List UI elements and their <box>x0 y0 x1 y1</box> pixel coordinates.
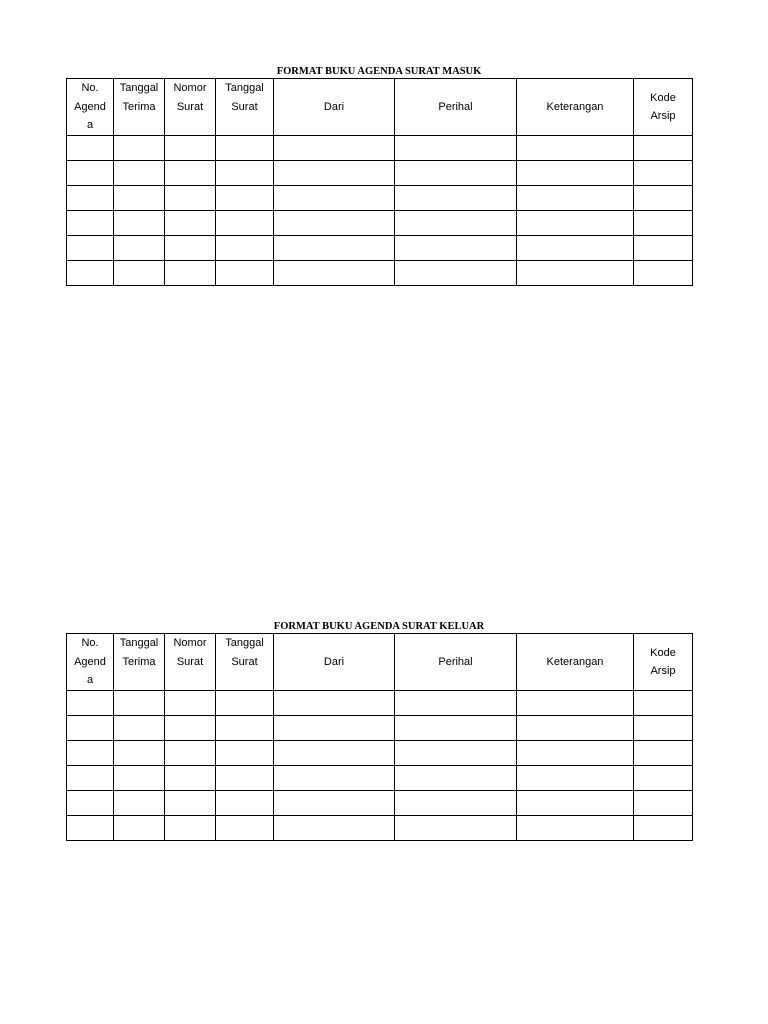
column-header-line: Agend <box>74 655 106 668</box>
column-header-line: Tanggal <box>119 82 159 94</box>
table-cell[interactable] <box>216 716 274 741</box>
table-row <box>67 211 693 236</box>
table-cell[interactable] <box>517 186 634 211</box>
table-cell[interactable] <box>165 816 216 841</box>
table-cell[interactable] <box>634 716 693 741</box>
table-cell[interactable] <box>165 691 216 716</box>
column-header-line: Terima <box>122 100 156 113</box>
table-cell[interactable] <box>634 741 693 766</box>
column-header <box>165 79 216 136</box>
table-cell[interactable] <box>274 161 395 186</box>
table-cell[interactable] <box>274 766 395 791</box>
table-cell[interactable] <box>395 766 517 791</box>
column-header <box>216 79 274 136</box>
table-cell[interactable] <box>67 816 114 841</box>
column-header <box>67 634 114 691</box>
table-cell[interactable] <box>395 186 517 211</box>
table-cell[interactable] <box>67 741 114 766</box>
table-cell[interactable] <box>216 161 274 186</box>
table-cell[interactable] <box>395 716 517 741</box>
column-header-line: Perihal <box>438 655 473 668</box>
table-cell[interactable] <box>274 691 395 716</box>
table-cell[interactable] <box>395 691 517 716</box>
table-cell[interactable] <box>114 136 165 161</box>
table-cell[interactable] <box>634 691 693 716</box>
table-cell[interactable] <box>634 136 693 161</box>
table-cell[interactable] <box>165 741 216 766</box>
table-cell[interactable] <box>274 261 395 286</box>
table-body <box>67 136 693 286</box>
table-cell[interactable] <box>517 261 634 286</box>
table-cell[interactable] <box>274 791 395 816</box>
column-header <box>67 79 114 136</box>
table-cell[interactable] <box>67 211 114 236</box>
column-header <box>274 79 395 136</box>
column-header-line: Tanggal <box>119 637 159 649</box>
table-cell[interactable] <box>634 161 693 186</box>
table-cell[interactable] <box>114 186 165 211</box>
table-cell[interactable] <box>216 766 274 791</box>
column-header-line: Tanggal <box>225 637 264 649</box>
table-cell[interactable] <box>114 766 165 791</box>
table-cell[interactable] <box>114 741 165 766</box>
table-cell[interactable] <box>274 236 395 261</box>
table-cell[interactable] <box>216 211 274 236</box>
table-row <box>67 136 693 161</box>
header-row <box>67 79 693 136</box>
column-header <box>216 634 274 691</box>
column-header-line: Arsip <box>650 665 676 677</box>
table-cell[interactable] <box>517 691 634 716</box>
table-cell[interactable] <box>274 136 395 161</box>
table-cell[interactable] <box>216 236 274 261</box>
header-row <box>67 634 693 691</box>
agenda-surat-masuk-section <box>66 65 692 286</box>
column-header <box>395 79 517 136</box>
column-header-line: No. <box>81 637 99 649</box>
agenda-table <box>66 78 693 286</box>
table-cell[interactable] <box>114 791 165 816</box>
column-header-line: Surat <box>231 100 258 113</box>
column-header-line: a <box>86 119 94 131</box>
table-row <box>67 186 693 211</box>
column-header <box>517 634 634 691</box>
table-cell[interactable] <box>395 816 517 841</box>
column-header-line: Dari <box>323 100 345 113</box>
table-cell[interactable] <box>216 741 274 766</box>
table-cell[interactable] <box>634 211 693 236</box>
column-header <box>634 79 693 136</box>
column-header-line: a <box>86 674 94 686</box>
table-cell[interactable] <box>216 186 274 211</box>
table-cell[interactable] <box>274 716 395 741</box>
table-cell[interactable] <box>634 791 693 816</box>
table-cell[interactable] <box>165 211 216 236</box>
table-cell[interactable] <box>67 236 114 261</box>
column-header <box>395 634 517 691</box>
column-header-line: Tanggal <box>225 82 264 94</box>
column-header-line: Surat <box>176 100 204 113</box>
column-header <box>517 79 634 136</box>
table-cell[interactable] <box>634 816 693 841</box>
table-cell[interactable] <box>67 791 114 816</box>
table-cell[interactable] <box>165 186 216 211</box>
table-row <box>67 691 693 716</box>
table-cell[interactable] <box>274 816 395 841</box>
column-header-line: Keterangan <box>546 655 604 668</box>
table-cell[interactable] <box>216 691 274 716</box>
table-cell[interactable] <box>165 161 216 186</box>
column-header <box>165 634 216 691</box>
table-title: FORMAT BUKU AGENDA SURAT MASUK <box>276 66 482 77</box>
table-cell[interactable] <box>634 766 693 791</box>
column-header-line: Terima <box>122 655 156 668</box>
table-cell[interactable] <box>634 186 693 211</box>
table-cell[interactable] <box>517 211 634 236</box>
table-cell[interactable] <box>517 816 634 841</box>
table-cell[interactable] <box>216 791 274 816</box>
table-row <box>67 791 693 816</box>
table-cell[interactable] <box>274 741 395 766</box>
column-header-line: Kode <box>650 646 676 659</box>
table-cell[interactable] <box>114 261 165 286</box>
table-row <box>67 766 693 791</box>
column-header-line: Agend <box>74 100 106 113</box>
table-cell[interactable] <box>114 236 165 261</box>
column-header <box>274 634 395 691</box>
column-header <box>634 634 693 691</box>
table-cell[interactable] <box>216 261 274 286</box>
table-cell[interactable] <box>395 791 517 816</box>
table-cell[interactable] <box>67 136 114 161</box>
table-cell[interactable] <box>517 136 634 161</box>
table-cell[interactable] <box>67 766 114 791</box>
table-cell[interactable] <box>395 161 517 186</box>
column-header-line: Dari <box>323 655 345 668</box>
table-cell[interactable] <box>165 791 216 816</box>
agenda-table <box>66 633 693 841</box>
table-body <box>67 691 693 841</box>
table-cell[interactable] <box>216 816 274 841</box>
column-header <box>114 79 165 136</box>
column-header-line: Nomor <box>173 82 207 94</box>
table-cell[interactable] <box>165 236 216 261</box>
table-cell[interactable] <box>395 261 517 286</box>
column-header-line: Keterangan <box>546 100 604 113</box>
table-cell[interactable] <box>517 236 634 261</box>
table-cell[interactable] <box>165 136 216 161</box>
column-header-line: No. <box>81 82 99 94</box>
table-cell[interactable] <box>517 766 634 791</box>
table-cell[interactable] <box>517 716 634 741</box>
table-row <box>67 716 693 741</box>
column-header-line: Surat <box>231 655 258 668</box>
table-row <box>67 741 693 766</box>
table-cell[interactable] <box>165 261 216 286</box>
table-row <box>67 261 693 286</box>
table-cell[interactable] <box>67 186 114 211</box>
column-header-line: Kode <box>650 91 676 104</box>
column-header-line: Arsip <box>650 110 676 122</box>
table-cell[interactable] <box>395 236 517 261</box>
table-cell[interactable] <box>634 261 693 286</box>
table-cell[interactable] <box>165 716 216 741</box>
column-header-line: Surat <box>176 655 204 668</box>
table-cell[interactable] <box>114 716 165 741</box>
table-cell[interactable] <box>114 161 165 186</box>
table-cell[interactable] <box>274 211 395 236</box>
column-header <box>114 634 165 691</box>
table-cell[interactable] <box>517 741 634 766</box>
table-cell[interactable] <box>517 161 634 186</box>
table-cell[interactable] <box>517 791 634 816</box>
agenda-surat-keluar-section <box>66 620 692 841</box>
table-cell[interactable] <box>114 816 165 841</box>
table-cell[interactable] <box>67 261 114 286</box>
table-cell[interactable] <box>67 691 114 716</box>
table-cell[interactable] <box>67 716 114 741</box>
table-row <box>67 816 693 841</box>
table-cell[interactable] <box>395 741 517 766</box>
table-row <box>67 236 693 261</box>
table-cell[interactable] <box>216 136 274 161</box>
table-title: FORMAT BUKU AGENDA SURAT KELUAR <box>273 621 485 632</box>
table-cell[interactable] <box>114 691 165 716</box>
column-header-line: Perihal <box>438 100 473 113</box>
table-row <box>67 161 693 186</box>
table-cell[interactable] <box>395 136 517 161</box>
table-cell[interactable] <box>114 211 165 236</box>
table-cell[interactable] <box>395 211 517 236</box>
table-cell[interactable] <box>634 236 693 261</box>
column-header-line: Nomor <box>173 637 207 649</box>
table-cell[interactable] <box>274 186 395 211</box>
table-cell[interactable] <box>165 766 216 791</box>
table-cell[interactable] <box>67 161 114 186</box>
